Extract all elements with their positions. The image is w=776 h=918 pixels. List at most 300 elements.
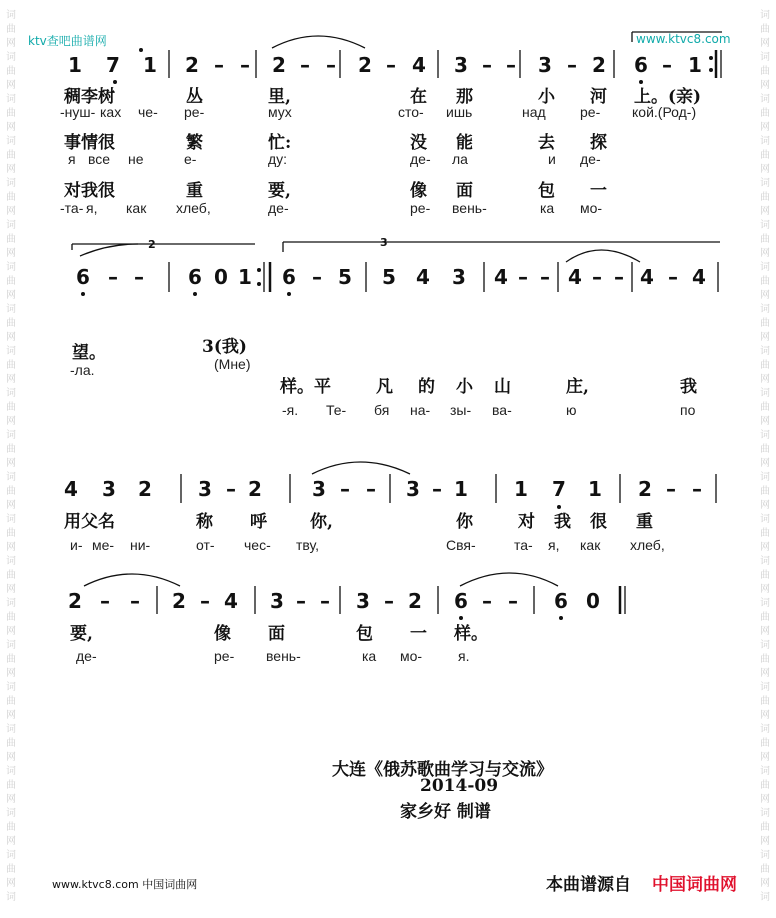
- dash: –: [296, 589, 306, 613]
- note: 0: [586, 589, 600, 613]
- side-watermark-glyph: 曲: [760, 108, 770, 119]
- lyric-ru: не: [128, 151, 144, 167]
- side-watermark-glyph: 网: [760, 668, 770, 679]
- lyric-zh: 对: [518, 512, 535, 532]
- note: 5: [338, 265, 352, 289]
- dash: –: [214, 53, 224, 77]
- side-watermark-glyph: 曲: [760, 276, 770, 287]
- side-watermark-glyph: 词: [6, 388, 16, 399]
- lyric-zh: 你: [456, 512, 473, 532]
- side-watermark-glyph: 词: [6, 850, 16, 861]
- note: 3: [452, 265, 466, 289]
- lyric-ru: как: [126, 200, 147, 216]
- side-watermark-glyph: 曲: [6, 234, 16, 245]
- side-watermark-glyph: 网: [760, 752, 770, 763]
- lyric-ru: (Мне): [214, 356, 251, 372]
- note: 4: [64, 477, 78, 501]
- side-watermark-glyph: 曲: [760, 150, 770, 161]
- lyric-zh: 一: [590, 181, 607, 201]
- lyric-zh: 3(我): [202, 337, 247, 357]
- dash: –: [300, 53, 310, 77]
- lyric-ru: де-: [410, 151, 431, 167]
- side-watermark-glyph: 词: [760, 262, 770, 273]
- side-watermark-glyph: 曲: [760, 402, 770, 413]
- side-watermark-glyph: 词: [760, 52, 770, 63]
- side-watermark-glyph: 曲: [6, 360, 16, 371]
- side-watermark-glyph: 曲: [6, 486, 16, 497]
- lyric-ru: -нуш-: [60, 104, 96, 120]
- top-right-watermark: www.ktvc8.com: [636, 32, 731, 46]
- footer-left-link[interactable]: www.ktvc8.com 中国词曲网: [52, 878, 198, 891]
- lyric-ru: ре-: [410, 200, 431, 216]
- side-watermark-glyph: 曲: [760, 696, 770, 707]
- side-watermark-glyph: 曲: [6, 318, 16, 329]
- side-watermark-glyph: 网: [6, 626, 16, 637]
- lyric-zh: 小: [456, 377, 473, 397]
- side-watermark-glyph: 曲: [760, 654, 770, 665]
- side-watermark-glyph: 词: [6, 808, 16, 819]
- lyric-ru: зы-: [450, 402, 472, 418]
- lyric-ru: Свя-: [446, 537, 476, 553]
- note: 7: [552, 477, 566, 501]
- lyric-ru: я,: [86, 200, 98, 216]
- side-watermark-glyph: 网: [6, 878, 16, 889]
- side-watermark-glyph: 网: [760, 836, 770, 847]
- side-watermark-glyph: 网: [6, 794, 16, 805]
- side-watermark-glyph: 词: [6, 514, 16, 525]
- note: 4: [416, 265, 430, 289]
- side-watermark-glyph: 网: [6, 458, 16, 469]
- lyric-zh: 那: [456, 87, 473, 107]
- side-watermark-glyph: 曲: [6, 738, 16, 749]
- side-watermark-glyph: 词: [6, 262, 16, 273]
- note: 4: [494, 265, 508, 289]
- lyric-zh: 小: [538, 87, 555, 107]
- side-watermark-glyph: 网: [6, 164, 16, 175]
- dash: –: [100, 589, 110, 613]
- side-watermark-glyph: 网: [760, 248, 770, 259]
- credit-source: 大连《俄苏歌曲学习与交流》: [332, 760, 553, 780]
- lyric-ru: е-: [184, 151, 197, 167]
- side-watermark-glyph: 网: [6, 332, 16, 343]
- lyric-ru: чес-: [244, 537, 271, 553]
- note: 1: [454, 477, 468, 501]
- side-watermark-glyph: 网: [6, 206, 16, 217]
- note: 2: [68, 589, 82, 613]
- dash: –: [668, 265, 678, 289]
- lyric-zh: 重: [186, 181, 203, 201]
- lyric-ru: по: [680, 402, 696, 418]
- dash: –: [592, 265, 602, 289]
- side-watermark-glyph: 词: [760, 220, 770, 231]
- lyric-ru: все: [88, 151, 111, 167]
- note: 2: [138, 477, 152, 501]
- side-watermark-glyph: 网: [6, 584, 16, 595]
- lyric-zh: 样。: [454, 624, 488, 644]
- note: 4: [692, 265, 706, 289]
- side-watermark-glyph: 曲: [760, 780, 770, 791]
- note: 1: [688, 53, 702, 77]
- side-watermark-glyph: 曲: [6, 150, 16, 161]
- side-watermark-glyph: 词: [760, 136, 770, 147]
- low-octave-dot: [81, 292, 85, 296]
- note: 4: [568, 265, 582, 289]
- note: 3: [406, 477, 420, 501]
- side-watermark-glyph: 曲: [6, 192, 16, 203]
- lyric-zh: 去: [538, 133, 555, 153]
- side-watermark-glyph: 词: [6, 766, 16, 777]
- side-watermark-glyph: 词: [6, 556, 16, 567]
- lyric-ru: я,: [548, 537, 560, 553]
- note: 6: [188, 265, 202, 289]
- side-watermark-glyph: 网: [760, 626, 770, 637]
- side-watermark-glyph: 网: [760, 416, 770, 427]
- side-watermark-glyph: 曲: [6, 822, 16, 833]
- note: 3: [454, 53, 468, 77]
- dash: –: [366, 477, 376, 501]
- lyric-ru: ме-: [92, 537, 115, 553]
- note: 1: [68, 53, 82, 77]
- lyric-ru: че-: [138, 104, 158, 120]
- side-watermark-glyph: 曲: [6, 276, 16, 287]
- side-watermark-glyph: 曲: [6, 444, 16, 455]
- dash: –: [312, 265, 322, 289]
- lyric-zh: 像: [410, 181, 427, 201]
- high-octave-dot: [139, 48, 143, 52]
- lyric-zh: 丛: [186, 87, 203, 107]
- note: 4: [640, 265, 654, 289]
- note: 2: [272, 53, 286, 77]
- lyric-ru: де-: [76, 648, 97, 664]
- lyric-zh: 包: [356, 624, 373, 644]
- note: 3: [312, 477, 326, 501]
- side-watermark-glyph: 网: [760, 500, 770, 511]
- side-watermark-glyph: 网: [6, 122, 16, 133]
- lyric-zh: 河: [590, 87, 607, 107]
- side-watermark-glyph: 曲: [760, 192, 770, 203]
- volta-second-ending: 3: [380, 236, 388, 249]
- side-watermark-glyph: 词: [6, 892, 16, 903]
- side-watermark-glyph: 曲: [760, 570, 770, 581]
- lyric-ru: ре-: [184, 104, 205, 120]
- side-watermark-glyph: 曲: [6, 108, 16, 119]
- dash: –: [482, 589, 492, 613]
- note: 3: [102, 477, 116, 501]
- side-watermark-glyph: 词: [6, 304, 16, 315]
- dash: –: [432, 477, 442, 501]
- note: 6: [634, 53, 648, 77]
- lyric-ru: ре-: [580, 104, 601, 120]
- lyric-zh: 里,: [268, 87, 291, 107]
- lyric-ru: тву,: [296, 537, 320, 553]
- side-watermark-glyph: 词: [760, 556, 770, 567]
- note: 1: [238, 265, 252, 289]
- side-watermark-glyph: 词: [6, 10, 16, 21]
- side-watermark-glyph: 词: [6, 598, 16, 609]
- side-watermark-glyph: 词: [760, 10, 770, 21]
- low-octave-dot: [559, 616, 563, 620]
- lyric-zh: 山: [494, 377, 511, 397]
- note: 4: [224, 589, 238, 613]
- lyric-zh: 忙:: [268, 133, 292, 153]
- side-watermark-glyph: 曲: [6, 696, 16, 707]
- side-watermark-glyph: 曲: [760, 318, 770, 329]
- lyric-zh: 凡: [376, 377, 393, 397]
- lyric-zh: 面: [268, 624, 285, 644]
- lyric-ru: над: [522, 104, 546, 120]
- dash: –: [340, 477, 350, 501]
- dash: –: [692, 477, 702, 501]
- side-watermark-glyph: 曲: [760, 486, 770, 497]
- dash: –: [226, 477, 236, 501]
- side-watermark-glyph: 网: [6, 416, 16, 427]
- lyric-zh: 很: [590, 512, 607, 532]
- lyric-ru: Те-: [326, 402, 347, 418]
- lyric-ru: и-: [70, 537, 83, 553]
- dash: –: [482, 53, 492, 77]
- note: 0: [214, 265, 228, 289]
- side-watermark-glyph: 网: [760, 542, 770, 553]
- side-watermark-glyph: 曲: [760, 612, 770, 623]
- note: 1: [143, 53, 157, 77]
- note: 6: [454, 589, 468, 613]
- footer-site-name[interactable]: 中国词曲网: [652, 875, 737, 895]
- lyric-zh: 面: [456, 181, 473, 201]
- side-watermark-glyph: 网: [6, 80, 16, 91]
- note: 2: [172, 589, 186, 613]
- side-watermark-glyph: 词: [760, 808, 770, 819]
- dash: –: [134, 265, 144, 289]
- note: 2: [592, 53, 606, 77]
- volta-first-ending: 2: [148, 238, 156, 251]
- lyric-zh: 要,: [70, 624, 93, 644]
- lyric-zh: 没: [410, 133, 427, 153]
- lyric-zh: 庄,: [566, 377, 589, 397]
- side-watermark-glyph: 网: [6, 38, 16, 49]
- side-watermark-glyph: 词: [760, 304, 770, 315]
- lyric-ru: и: [548, 151, 556, 167]
- lyric-zh: 事情很: [64, 133, 115, 153]
- side-watermark-glyph: 词: [6, 94, 16, 105]
- side-watermark-glyph: 网: [6, 668, 16, 679]
- lyric-ru: та-: [514, 537, 533, 553]
- side-watermark-glyph: 曲: [6, 612, 16, 623]
- lyric-zh: 样。平: [280, 377, 331, 397]
- side-watermark-glyph: 曲: [6, 528, 16, 539]
- side-watermark-glyph: 词: [760, 598, 770, 609]
- low-octave-dot: [193, 292, 197, 296]
- side-watermark-glyph: 网: [760, 332, 770, 343]
- note: 1: [514, 477, 528, 501]
- side-watermark-glyph: 网: [760, 164, 770, 175]
- side-watermark-glyph: 曲: [6, 24, 16, 35]
- lyric-zh: 繁: [186, 133, 203, 153]
- side-watermark-glyph: 词: [6, 640, 16, 651]
- side-watermark-glyph: 网: [760, 206, 770, 217]
- lyric-zh: 呼: [250, 512, 267, 532]
- note: 1: [588, 477, 602, 501]
- lyric-zh: 重: [636, 512, 653, 532]
- side-watermark-glyph: 曲: [760, 738, 770, 749]
- note: 7: [106, 53, 120, 77]
- dash: –: [240, 53, 250, 77]
- dash: –: [662, 53, 672, 77]
- side-watermark-glyph: 网: [6, 500, 16, 511]
- dash: –: [567, 53, 577, 77]
- lyric-ru: ла: [452, 151, 468, 167]
- side-watermark-glyph: 网: [760, 794, 770, 805]
- lyric-ru: вень-: [266, 648, 301, 664]
- dash: –: [130, 589, 140, 613]
- lyric-zh: 像: [214, 624, 231, 644]
- dash: –: [666, 477, 676, 501]
- note: 6: [554, 589, 568, 613]
- side-watermark-glyph: 曲: [760, 360, 770, 371]
- lyric-ru: бя: [374, 402, 390, 418]
- side-watermark-glyph: 曲: [6, 66, 16, 77]
- credit-transcriber: 家乡好 制谱: [400, 802, 491, 822]
- lyric-ru: -я.: [282, 402, 299, 418]
- lyric-zh: 对我很: [64, 181, 115, 201]
- lyric-ru: мо-: [400, 648, 423, 664]
- side-watermark-glyph: 词: [760, 892, 770, 903]
- side-watermark-glyph: 词: [760, 346, 770, 357]
- dash: –: [540, 265, 550, 289]
- lyric-zh: 用父名: [64, 512, 115, 532]
- lyric-zh: 我: [680, 377, 697, 397]
- lyric-ru: вень-: [452, 200, 487, 216]
- side-watermark-glyph: 曲: [760, 444, 770, 455]
- lyric-zh: 探: [590, 133, 607, 153]
- side-watermark-glyph: 网: [6, 542, 16, 553]
- lyric-ru: ка: [362, 648, 377, 664]
- dash: –: [518, 265, 528, 289]
- side-watermark-glyph: 曲: [6, 780, 16, 791]
- side-watermark-glyph: 网: [760, 458, 770, 469]
- lyric-ru: ю: [566, 402, 577, 418]
- lyric-zh: 我: [554, 512, 571, 532]
- dash: –: [508, 589, 518, 613]
- side-watermark-glyph: 词: [760, 94, 770, 105]
- dash: –: [386, 53, 396, 77]
- side-watermark-glyph: 曲: [6, 654, 16, 665]
- lyric-ru: де-: [580, 151, 601, 167]
- side-watermark-glyph: 网: [6, 752, 16, 763]
- side-watermark-glyph: 词: [760, 472, 770, 483]
- note: 2: [358, 53, 372, 77]
- footer-source-label: 本曲谱源自: [546, 875, 631, 895]
- side-watermark-glyph: 曲: [760, 528, 770, 539]
- side-watermark-glyph: 词: [6, 724, 16, 735]
- side-watermark-glyph: 网: [760, 584, 770, 595]
- lyric-zh: 的: [418, 377, 435, 397]
- lyric-ru: хлеб,: [630, 537, 665, 553]
- note: 3: [270, 589, 284, 613]
- lyric-ru: я: [68, 151, 76, 167]
- dash: –: [200, 589, 210, 613]
- top-left-watermark: ktv查吧曲谱网: [28, 34, 107, 48]
- lyric-zh: 望。: [72, 343, 106, 363]
- lyric-ru: ишь: [446, 104, 473, 120]
- side-watermark-glyph: 词: [6, 472, 16, 483]
- lyric-ru: сто-: [398, 104, 424, 120]
- side-watermark-glyph: 曲: [760, 24, 770, 35]
- side-watermark-glyph: 曲: [760, 66, 770, 77]
- lyric-zh: 稠李树: [64, 87, 115, 107]
- side-watermark-glyph: 曲: [6, 570, 16, 581]
- low-octave-dot: [287, 292, 291, 296]
- side-watermark-glyph: 网: [760, 122, 770, 133]
- dash: –: [326, 53, 336, 77]
- side-watermark-glyph: 网: [760, 290, 770, 301]
- note: 2: [638, 477, 652, 501]
- note: 4: [412, 53, 426, 77]
- lyric-zh: 你,: [310, 512, 333, 532]
- side-watermark-glyph: 词: [760, 388, 770, 399]
- side-watermark-glyph: 网: [6, 290, 16, 301]
- lyric-ru: ду:: [268, 151, 288, 167]
- side-watermark-glyph: 词: [760, 640, 770, 651]
- side-watermark-glyph: 词: [760, 724, 770, 735]
- side-watermark-glyph: 词: [760, 850, 770, 861]
- side-watermark-glyph: 网: [6, 710, 16, 721]
- side-watermark-glyph: 词: [760, 430, 770, 441]
- note: 3: [198, 477, 212, 501]
- dash: –: [108, 265, 118, 289]
- credit-date: 2014-09: [420, 776, 499, 796]
- note: 2: [248, 477, 262, 501]
- note: 5: [382, 265, 396, 289]
- lyric-ru: кой.(Род-): [632, 104, 697, 120]
- side-watermark-glyph: 曲: [760, 864, 770, 875]
- side-watermark-glyph: 词: [6, 52, 16, 63]
- lyric-ru: как: [580, 537, 601, 553]
- lyric-zh: 称: [196, 512, 213, 532]
- side-watermark-glyph: 词: [6, 430, 16, 441]
- note: 6: [282, 265, 296, 289]
- lyric-ru: мух: [268, 104, 292, 120]
- lyric-ru: хлеб,: [176, 200, 211, 216]
- dash: –: [614, 265, 624, 289]
- side-watermark-glyph: 词: [760, 514, 770, 525]
- lyric-ru: ва-: [492, 402, 512, 418]
- lyric-ru: на-: [410, 402, 431, 418]
- lyric-ru: -ла.: [70, 362, 95, 378]
- side-watermark-glyph: 曲: [6, 864, 16, 875]
- side-watermark-glyph: 曲: [6, 402, 16, 413]
- lyric-ru: -та-: [60, 200, 84, 216]
- side-watermark-glyph: 曲: [760, 822, 770, 833]
- lyric-ru: де-: [268, 200, 289, 216]
- side-watermark-glyph: 网: [6, 836, 16, 847]
- dash: –: [320, 589, 330, 613]
- side-watermark-glyph: 网: [760, 878, 770, 889]
- side-watermark-glyph: 词: [6, 682, 16, 693]
- side-watermark-glyph: 词: [760, 766, 770, 777]
- side-watermark-glyph: 网: [6, 374, 16, 385]
- side-watermark-glyph: 词: [6, 346, 16, 357]
- lyric-ru: мо-: [580, 200, 603, 216]
- side-watermark-glyph: 曲: [760, 234, 770, 245]
- side-watermark-glyph: 网: [760, 374, 770, 385]
- note: 2: [185, 53, 199, 77]
- note: 2: [408, 589, 422, 613]
- lyric-ru: я.: [458, 648, 470, 664]
- lyric-ru: от-: [196, 537, 215, 553]
- side-watermark-glyph: 网: [760, 38, 770, 49]
- side-watermark-glyph: 词: [6, 136, 16, 147]
- lyric-zh: 在: [410, 87, 427, 107]
